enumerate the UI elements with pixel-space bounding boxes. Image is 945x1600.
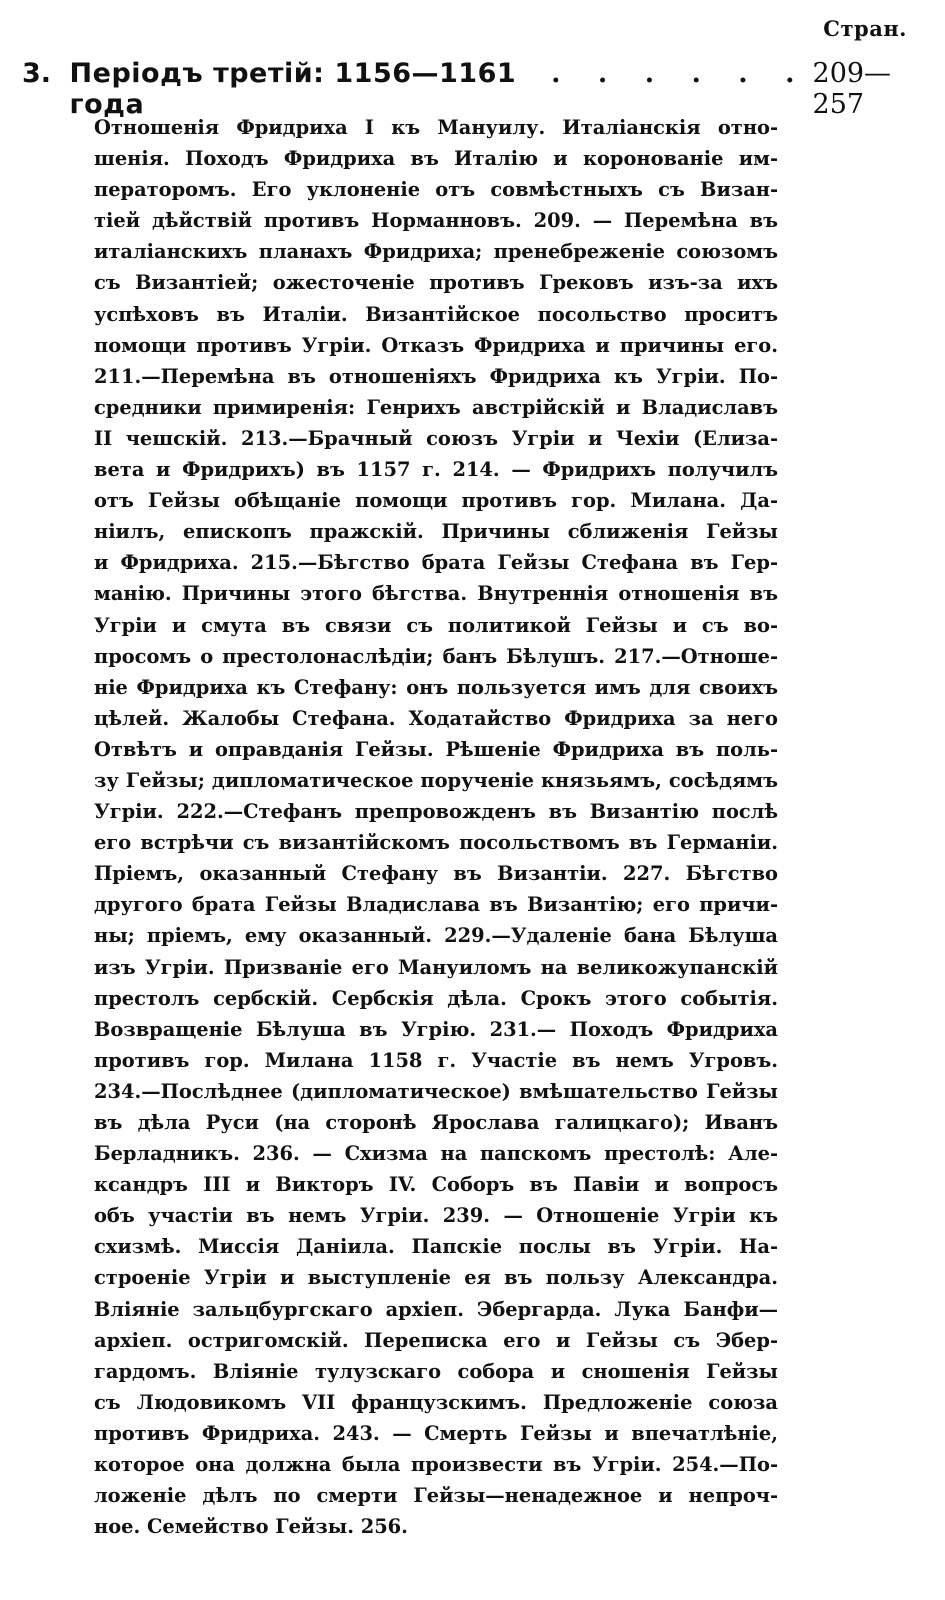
text-line: Возвращеніе Бѣлуша въ Угрію. 231.— Походъ Фридриха <box>94 1017 778 1041</box>
section-number: 3. <box>22 58 52 89</box>
text-line: италіанскихъ планахъ Фридриха; пренебреженіе союзомъ <box>94 240 778 264</box>
text-line: просомъ о престолонаслѣдіи; банъ Бѣлушъ. 217.—Отноше- <box>94 644 778 668</box>
text-line: ніе Фридриха къ Стефану: онъ пользуется имъ для своихъ <box>94 675 778 699</box>
text-line: Пріемъ, оказанный Стефану въ Византіи. 227. Бѣгство <box>94 862 778 886</box>
text-line: Берладникъ. 236. — Схизма на папскомъ престолѣ: Але- <box>94 1142 778 1166</box>
text-line: цѣлей. Жалобы Стефана. Ходатайство Фридриха за него <box>94 706 778 730</box>
text-line: ніилъ, епископъ пражскій. Причины сближенія Гейзы <box>94 520 778 544</box>
text-line: 234.—Послѣднее (дипломатическое) вмѣшательство Гейзы <box>94 1079 778 1103</box>
text-line: строеніе Угріи и выступленіе ея въ пользу Александра. <box>94 1266 778 1290</box>
text-line: которое она должна была произвести въ Угріи. 254.—По- <box>94 1453 778 1477</box>
text-line: Угріи. 222.—Стефанъ препровожденъ въ Византію послѣ <box>94 800 778 824</box>
text-line: ное. Семейство Гейзы. 256. <box>94 1515 408 1539</box>
text-line: Отношенія Фридриха I къ Мануилу. Италіанскія отно- <box>94 116 778 139</box>
text-line: ператоромъ. Его уклоненіе отъ совмѣстныхъ съ Визан- <box>94 178 778 202</box>
section-summary-paragraph <box>94 112 778 1542</box>
text-line: другого брата Гейзы Владислава въ Византію; его причи- <box>94 893 778 917</box>
text-line: престолъ сербскій. Сербскія дѣла. Срокъ этого событія. <box>94 986 778 1010</box>
text-line: манію. Причины этого бѣгства. Внутреннія отношенія въ <box>94 582 778 606</box>
text-line: гардомъ. Вліяніе тулузскаго собора и сношенія Гейзы <box>94 1359 778 1383</box>
text-line: въ дѣла Руси (на сторонѣ Ярослава галицкаго); Иванъ <box>94 1111 778 1134</box>
text-line: ксандръ III и Викторъ IV. Соборъ въ Павіи и вопросъ <box>94 1173 778 1197</box>
text-line: вета и Фридрихъ) въ 1157 г. 214. — Фридрихъ получилъ <box>94 458 778 482</box>
text-line: шенія. Походъ Фридриха въ Италію и коронованіе им- <box>94 147 778 171</box>
text-line: успѣховъ въ Италіи. Византійское посольство проситъ <box>94 302 778 326</box>
text-line: Угріи и смута въ связи съ политикой Гейзы и съ во- <box>94 613 778 637</box>
text-line: съ Людовикомъ VII французскимъ. Предложеніе союза <box>94 1390 778 1414</box>
text-line: объ участіи въ немъ Угріи. 239. — Отношеніе Угріи къ <box>94 1204 778 1228</box>
text-line: средники примиренія: Генрихъ австрійскій и Владиславъ <box>94 395 778 419</box>
section-title: Періодъ третій: 1156—1161 года <box>69 58 517 120</box>
text-line: Вліяніе зальцбургскаго архіеп. Эбергарда. Лука Банфи— <box>94 1297 778 1321</box>
section-heading <box>22 58 927 120</box>
text-line: зу Гейзы; дипломатическое порученіе князьямъ, сосѣдямъ <box>94 768 778 792</box>
section-page-range: 209—257 <box>812 58 892 120</box>
text-line: ны; пріемъ, ему оказанный. 229.—Удаленіе бана Бѣлуша <box>94 924 778 948</box>
text-line: ложеніе дѣлъ по смерти Гейзы—ненадежное и непроч- <box>94 1484 778 1508</box>
text-line: и Фридриха. 215.—Бѣгство брата Гейзы Стефана въ Гер- <box>94 551 778 575</box>
text-line: Отвѣтъ и оправданія Гейзы. Рѣшеніе Фридриха въ поль- <box>94 737 778 761</box>
text-line: его встрѣчи съ византійскомъ посольствомъ въ Германіи. <box>94 831 778 855</box>
text-line: съ Византіей; ожесточеніе противъ Грековъ изъ-за ихъ <box>94 271 778 295</box>
text-line: изъ Угріи. Призваніе его Мануиломъ на великожупанскій <box>94 955 778 979</box>
text-line: отъ Гейзы обѣщаніе помощи противъ гор. Милана. Да- <box>94 489 778 513</box>
text-line: архіеп. остригомскій. Переписка его и Гейзы съ Эбер- <box>94 1328 778 1352</box>
text-line: противъ гор. Милана 1158 г. Участіе въ немъ Угровъ. <box>94 1048 778 1072</box>
text-line: 211.—Перемѣна въ отношеніяхъ Фридриха къ Угріи. По- <box>94 364 778 388</box>
text-line: II чешскій. 213.—Брачный союзъ Угріи и Чехіи (Елиза- <box>94 426 778 450</box>
leader-dots: . . . . . . <box>551 58 809 89</box>
text-line: помощи противъ Угріи. Отказъ Фридриха и причины его. <box>94 333 778 357</box>
page-column-label: Стран. <box>823 16 907 41</box>
text-line: противъ Фридриха. 243. — Смерть Гейзы и впечатлѣніе, <box>94 1421 778 1445</box>
text-line: схизмѣ. Миссія Даніила. Папскіе послы въ Угріи. На- <box>94 1235 778 1259</box>
text-line: тіей дѣйствій противъ Норманновъ. 209. — Перемѣна въ <box>94 209 778 233</box>
